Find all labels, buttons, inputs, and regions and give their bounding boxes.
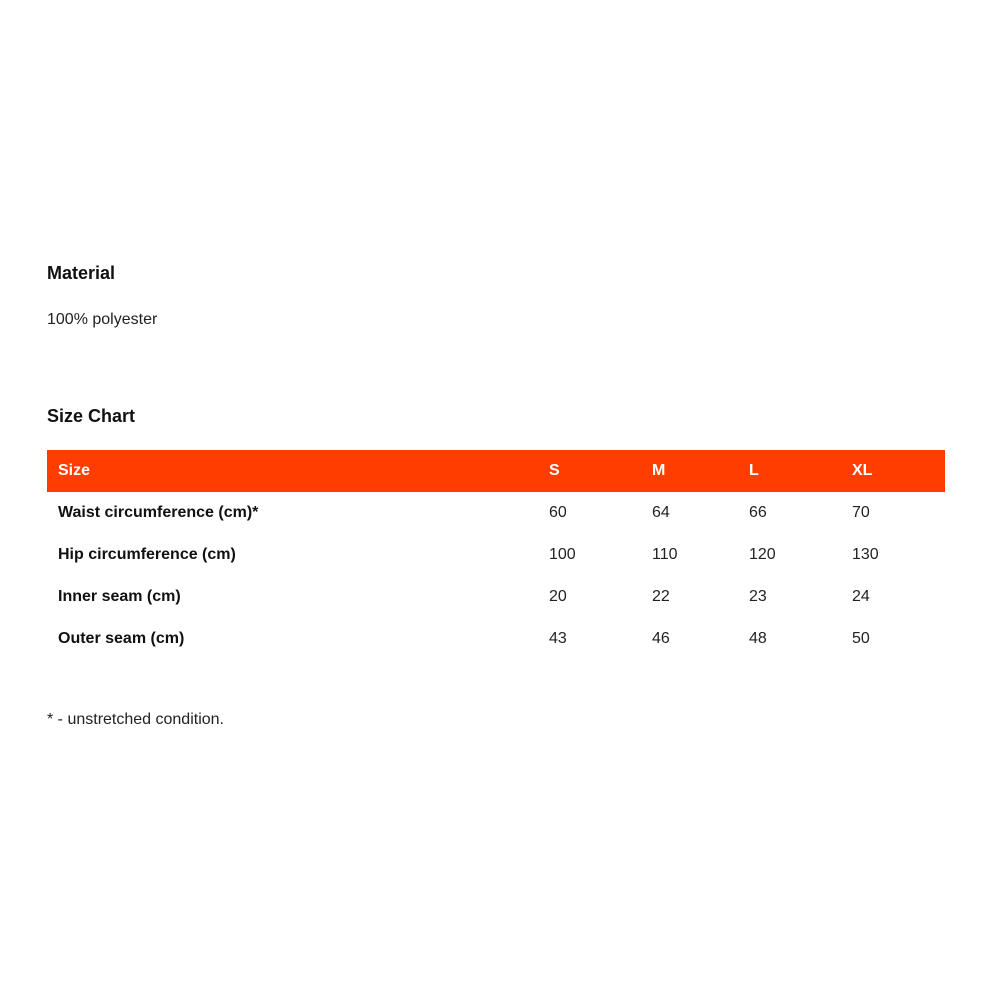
row-label-inner-seam: Inner seam (cm) xyxy=(58,588,181,605)
table-row xyxy=(47,492,945,534)
table-cell: 43 xyxy=(549,630,567,647)
table-cell: 50 xyxy=(852,630,870,647)
table-cell: 46 xyxy=(652,630,670,647)
table-cell: 60 xyxy=(549,504,567,521)
material-heading: Material xyxy=(47,263,116,283)
table-cell: 100 xyxy=(549,546,576,563)
table-row xyxy=(47,618,945,660)
header-size: Size xyxy=(58,462,91,479)
row-label-waist: Waist circumference (cm)* xyxy=(58,504,259,521)
table-cell: 110 xyxy=(652,546,678,563)
header-s: S xyxy=(549,462,560,479)
table-row xyxy=(47,534,945,576)
table-cell: 23 xyxy=(749,588,767,605)
header-xl: XL xyxy=(852,462,873,479)
size-chart-header-row xyxy=(47,450,945,492)
table-cell: 70 xyxy=(852,504,870,521)
table-cell: 22 xyxy=(652,588,670,605)
material-value: 100% polyester xyxy=(47,311,158,328)
table-cell: 24 xyxy=(852,588,870,605)
table-cell: 120 xyxy=(749,546,776,563)
table-cell: 130 xyxy=(852,546,879,563)
size-chart-heading: Size Chart xyxy=(47,406,136,426)
header-m: M xyxy=(652,462,666,479)
table-cell: 20 xyxy=(549,588,567,605)
size-chart-footnote: * - unstretched condition. xyxy=(47,711,224,728)
size-chart-table xyxy=(47,450,945,660)
table-row xyxy=(47,576,945,618)
header-l: L xyxy=(749,462,759,479)
row-label-hip: Hip circumference (cm) xyxy=(58,546,236,563)
table-cell: 64 xyxy=(652,504,670,521)
row-label-outer-seam: Outer seam (cm) xyxy=(58,630,185,647)
table-cell: 66 xyxy=(749,504,767,521)
table-cell: 48 xyxy=(749,630,767,647)
